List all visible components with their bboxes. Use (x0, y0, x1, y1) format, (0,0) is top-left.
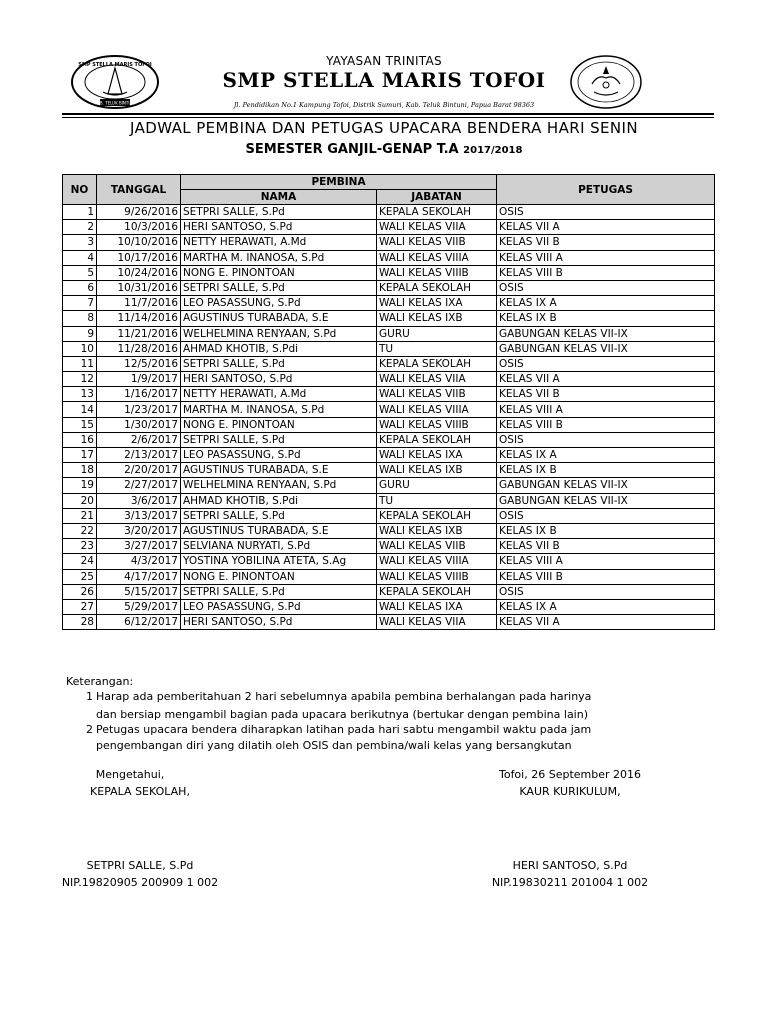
cell-no: 23 (63, 539, 97, 554)
sign-right-title: KAUR KURIKULUM, (519, 785, 621, 798)
cell-nama: LEO PASASSUNG, S.Pd (181, 296, 377, 311)
cell-no: 11 (63, 356, 97, 371)
cell-no: 14 (63, 402, 97, 417)
cell-nama: WELHELMINA RENYAAN, S.Pd (181, 478, 377, 493)
cell-jabatan: KEPALA SEKOLAH (377, 356, 497, 371)
cell-jabatan: WALI KELAS VIIIA (377, 250, 497, 265)
cell-petugas: KELAS VII A (497, 372, 715, 387)
cell-tanggal: 10/17/2016 (97, 250, 181, 265)
cell-nama: AGUSTINUS TURABADA, S.E (181, 311, 377, 326)
cell-tanggal: 2/6/2017 (97, 432, 181, 447)
header-nama: NAMA (181, 190, 377, 205)
cell-petugas: KELAS VIII A (497, 402, 715, 417)
cell-nama: LEO PASASSUNG, S.Pd (181, 599, 377, 614)
table-row (63, 539, 715, 554)
sign-left-nip: NIP.19820905 200909 1 002 (61, 876, 219, 889)
cell-tanggal: 10/24/2016 (97, 265, 181, 280)
cell-no: 26 (63, 584, 97, 599)
cell-tanggal: 3/13/2017 (97, 508, 181, 523)
cell-tanggal: 1/30/2017 (97, 417, 181, 432)
cell-no: 7 (63, 296, 97, 311)
cell-no: 22 (63, 523, 97, 538)
sign-left-title: KEPALA SEKOLAH, (90, 785, 190, 798)
cell-tanggal: 3/27/2017 (97, 539, 181, 554)
table-row (63, 205, 715, 220)
note-1-line1: Harap ada pemberitahuan 2 hari sebelumnya apabila pembina berhalangan pada harinya (96, 690, 592, 703)
note-1-line2: dan bersiap mengambil bagian pada upacara berikutnya (bertukar dengan pembina lain) (96, 708, 589, 721)
school-name: SMP STELLA MARIS TOFOI (222, 68, 546, 92)
cell-jabatan: WALI KELAS VIIA (377, 220, 497, 235)
cell-no: 25 (63, 569, 97, 584)
cell-petugas: KELAS VIII B (497, 417, 715, 432)
table-row (63, 235, 715, 250)
cell-tanggal: 1/23/2017 (97, 402, 181, 417)
cell-tanggal: 4/17/2017 (97, 569, 181, 584)
cell-nama: HERI SANTOSO, S.Pd (181, 615, 377, 630)
cell-nama: SELVIANA NURYATI, S.Pd (181, 539, 377, 554)
tut-wuri-handayani-emblem-icon (568, 54, 644, 110)
cell-jabatan: WALI KELAS VIIIB (377, 417, 497, 432)
cell-petugas: KELAS VIII A (497, 250, 715, 265)
cell-nama: WELHELMINA RENYAAN, S.Pd (181, 326, 377, 341)
header-jabatan: JABATAN (377, 190, 497, 205)
cell-nama: SETPRI SALLE, S.Pd (181, 584, 377, 599)
cell-petugas: KELAS VII A (497, 615, 715, 630)
cell-jabatan: WALI KELAS VIIB (377, 235, 497, 250)
cell-petugas: KELAS VII A (497, 220, 715, 235)
table-row (63, 250, 715, 265)
cell-jabatan: WALI KELAS VIIA (377, 372, 497, 387)
cell-petugas: KELAS VIII B (497, 569, 715, 584)
cell-nama: MARTHA M. INANOSA, S.Pd (181, 250, 377, 265)
cell-no: 4 (63, 250, 97, 265)
cell-nama: AHMAD KHOTIB, S.Pdi (181, 341, 377, 356)
cell-petugas: KELAS IX B (497, 311, 715, 326)
cell-petugas: KELAS VII B (497, 387, 715, 402)
cell-petugas: KELAS VII B (497, 539, 715, 554)
cell-nama: HERI SANTOSO, S.Pd (181, 220, 377, 235)
semester-label: SEMESTER GANJIL-GENAP T.A (245, 142, 459, 157)
cell-petugas: OSIS (497, 280, 715, 295)
table-row (63, 326, 715, 341)
cell-tanggal: 10/31/2016 (97, 280, 181, 295)
cell-jabatan: WALI KELAS IXA (377, 599, 497, 614)
note-2-number: 2 (86, 723, 93, 736)
cell-jabatan: TU (377, 341, 497, 356)
table-row (63, 265, 715, 280)
cell-no: 9 (63, 326, 97, 341)
table-row (63, 402, 715, 417)
cell-jabatan: WALI KELAS IXB (377, 311, 497, 326)
cell-tanggal: 2/27/2017 (97, 478, 181, 493)
table-row (63, 432, 715, 447)
note-2-line1: Petugas upacara bendera diharapkan latihan pada hari sabtu mengambil waktu pada jam (96, 723, 592, 736)
cell-petugas: OSIS (497, 356, 715, 371)
cell-jabatan: KEPALA SEKOLAH (377, 205, 497, 220)
cell-nama: SETPRI SALLE, S.Pd (181, 508, 377, 523)
header-tanggal: TANGGAL (97, 175, 181, 205)
table-row (63, 341, 715, 356)
note-2-line2: pengembangan diri yang dilatih oleh OSIS dan pembina/wali kelas yang bersangkutan (96, 739, 572, 752)
cell-no: 10 (63, 341, 97, 356)
academic-year: 2017/2018 (463, 145, 523, 156)
cell-petugas: KELAS IX A (497, 599, 715, 614)
cell-jabatan: WALI KELAS VIIA (377, 615, 497, 630)
table-row (63, 478, 715, 493)
cell-tanggal: 6/12/2017 (97, 615, 181, 630)
table-row (63, 508, 715, 523)
cell-no: 17 (63, 448, 97, 463)
cell-nama: NONG E. PINONTOAN (181, 569, 377, 584)
cell-jabatan: KEPALA SEKOLAH (377, 508, 497, 523)
cell-nama: YOSTINA YOBILINA ATETA, S.Ag (181, 554, 377, 569)
cell-no: 2 (63, 220, 97, 235)
cell-petugas: GABUNGAN KELAS VII-IX (497, 493, 715, 508)
cell-nama: AGUSTINUS TURABADA, S.E (181, 463, 377, 478)
cell-no: 18 (63, 463, 97, 478)
cell-jabatan: WALI KELAS VIIIB (377, 265, 497, 280)
sign-right-name: HERI SANTOSO, S.Pd (512, 859, 628, 872)
cell-tanggal: 3/6/2017 (97, 493, 181, 508)
table-row (63, 615, 715, 630)
cell-no: 3 (63, 235, 97, 250)
schedule-table (62, 174, 715, 630)
table-row (63, 523, 715, 538)
cell-tanggal: 11/7/2016 (97, 296, 181, 311)
cell-no: 24 (63, 554, 97, 569)
foundation-name: YAYASAN TRINITAS (326, 54, 442, 68)
cell-petugas: OSIS (497, 432, 715, 447)
table-row (63, 220, 715, 235)
cell-nama: SETPRI SALLE, S.Pd (181, 356, 377, 371)
cell-tanggal: 1/16/2017 (97, 387, 181, 402)
note-1-number: 1 (86, 690, 93, 703)
cell-petugas: KELAS IX B (497, 463, 715, 478)
cell-petugas: KELAS IX A (497, 448, 715, 463)
cell-nama: NETTY HERAWATI, A.Md (181, 235, 377, 250)
document-title: JADWAL PEMBINA DAN PETUGAS UPACARA BENDERA HARI SENIN (130, 119, 638, 137)
sign-right-place-date: Tofoi, 26 September 2016 (498, 768, 642, 781)
sign-left-acknowledged: Mengetahui, (95, 768, 165, 781)
cell-petugas: OSIS (497, 584, 715, 599)
cell-nama: AGUSTINUS TURABADA, S.E (181, 523, 377, 538)
cell-no: 12 (63, 372, 97, 387)
cell-tanggal: 9/26/2016 (97, 205, 181, 220)
table-row (63, 280, 715, 295)
cell-petugas: KELAS VIII B (497, 265, 715, 280)
cell-tanggal: 1/9/2017 (97, 372, 181, 387)
cell-nama: LEO PASASSUNG, S.Pd (181, 448, 377, 463)
table-row (63, 463, 715, 478)
cell-tanggal: 12/5/2016 (97, 356, 181, 371)
cell-petugas: GABUNGAN KELAS VII-IX (497, 478, 715, 493)
cell-petugas: GABUNGAN KELAS VII-IX (497, 326, 715, 341)
cell-no: 13 (63, 387, 97, 402)
logo-left-sub: KAB. TELUK BINTUNI (94, 100, 136, 106)
cell-petugas: OSIS (497, 205, 715, 220)
cell-petugas: KELAS VIII A (497, 554, 715, 569)
table-row (63, 311, 715, 326)
cell-no: 8 (63, 311, 97, 326)
cell-nama: SETPRI SALLE, S.Pd (181, 432, 377, 447)
cell-petugas: GABUNGAN KELAS VII-IX (497, 341, 715, 356)
cell-jabatan: KEPALA SEKOLAH (377, 280, 497, 295)
cell-nama: NONG E. PINONTOAN (181, 265, 377, 280)
cell-no: 15 (63, 417, 97, 432)
cell-jabatan: WALI KELAS IXB (377, 463, 497, 478)
cell-no: 1 (63, 205, 97, 220)
cell-nama: AHMAD KHOTIB, S.Pdi (181, 493, 377, 508)
cell-no: 20 (63, 493, 97, 508)
cell-tanggal: 10/10/2016 (97, 235, 181, 250)
cell-tanggal: 5/15/2017 (97, 584, 181, 599)
cell-tanggal: 5/29/2017 (97, 599, 181, 614)
table-row (63, 417, 715, 432)
cell-petugas: KELAS IX A (497, 296, 715, 311)
cell-no: 21 (63, 508, 97, 523)
cell-jabatan: WALI KELAS IXA (377, 296, 497, 311)
cell-tanggal: 10/3/2016 (97, 220, 181, 235)
cell-petugas: KELAS VII B (497, 235, 715, 250)
cell-jabatan: GURU (377, 478, 497, 493)
table-row (63, 448, 715, 463)
notes-label: Keterangan: (66, 675, 134, 688)
table-row (63, 493, 715, 508)
cell-jabatan: WALI KELAS VIIIB (377, 569, 497, 584)
cell-no: 27 (63, 599, 97, 614)
cell-jabatan: WALI KELAS IXA (377, 448, 497, 463)
table-row (63, 584, 715, 599)
cell-jabatan: WALI KELAS VIIIA (377, 402, 497, 417)
cell-tanggal: 2/20/2017 (97, 463, 181, 478)
sign-right-nip: NIP.19830211 201004 1 002 (491, 876, 649, 889)
cell-nama: SETPRI SALLE, S.Pd (181, 280, 377, 295)
school-address: Jl. Pendidikan No.1 Kampung Tofoi, Distrik Sumuri, Kab. Teluk Bintuni, Papua Barat 98363 (233, 101, 535, 109)
cell-jabatan: GURU (377, 326, 497, 341)
table-row (63, 296, 715, 311)
cell-tanggal: 4/3/2017 (97, 554, 181, 569)
cell-no: 5 (63, 265, 97, 280)
logo-left-text: SMP STELLA MARIS TOFOI (78, 62, 152, 68)
header-divider (62, 113, 714, 115)
cell-jabatan: WALI KELAS VIIB (377, 539, 497, 554)
cell-nama: MARTHA M. INANOSA, S.Pd (181, 402, 377, 417)
header-divider-thin (62, 117, 714, 118)
cell-petugas: OSIS (497, 508, 715, 523)
table-row (63, 599, 715, 614)
document-subtitle (0, 142, 768, 157)
header-no: NO (63, 175, 97, 205)
cell-tanggal: 11/14/2016 (97, 311, 181, 326)
cell-nama: HERI SANTOSO, S.Pd (181, 372, 377, 387)
cell-jabatan: KEPALA SEKOLAH (377, 432, 497, 447)
table-row (63, 569, 715, 584)
table-row (63, 554, 715, 569)
cell-tanggal: 3/20/2017 (97, 523, 181, 538)
header-pembina: PEMBINA (181, 175, 497, 190)
cell-jabatan: TU (377, 493, 497, 508)
cell-tanggal: 2/13/2017 (97, 448, 181, 463)
cell-tanggal: 11/28/2016 (97, 341, 181, 356)
cell-no: 16 (63, 432, 97, 447)
cell-no: 19 (63, 478, 97, 493)
cell-jabatan: WALI KELAS IXB (377, 523, 497, 538)
cell-nama: NONG E. PINONTOAN (181, 417, 377, 432)
cell-jabatan: KEPALA SEKOLAH (377, 584, 497, 599)
cell-nama: SETPRI SALLE, S.Pd (181, 205, 377, 220)
cell-nama: NETTY HERAWATI, A.Md (181, 387, 377, 402)
sign-left-name: SETPRI SALLE, S.Pd (86, 859, 194, 872)
table-row (63, 372, 715, 387)
cell-jabatan: WALI KELAS VIIB (377, 387, 497, 402)
table-row (63, 387, 715, 402)
cell-tanggal: 11/21/2016 (97, 326, 181, 341)
table-row (63, 356, 715, 371)
cell-petugas: KELAS IX B (497, 523, 715, 538)
cell-no: 6 (63, 280, 97, 295)
header-petugas: PETUGAS (497, 175, 715, 205)
cell-no: 28 (63, 615, 97, 630)
cell-jabatan: WALI KELAS VIIIA (377, 554, 497, 569)
